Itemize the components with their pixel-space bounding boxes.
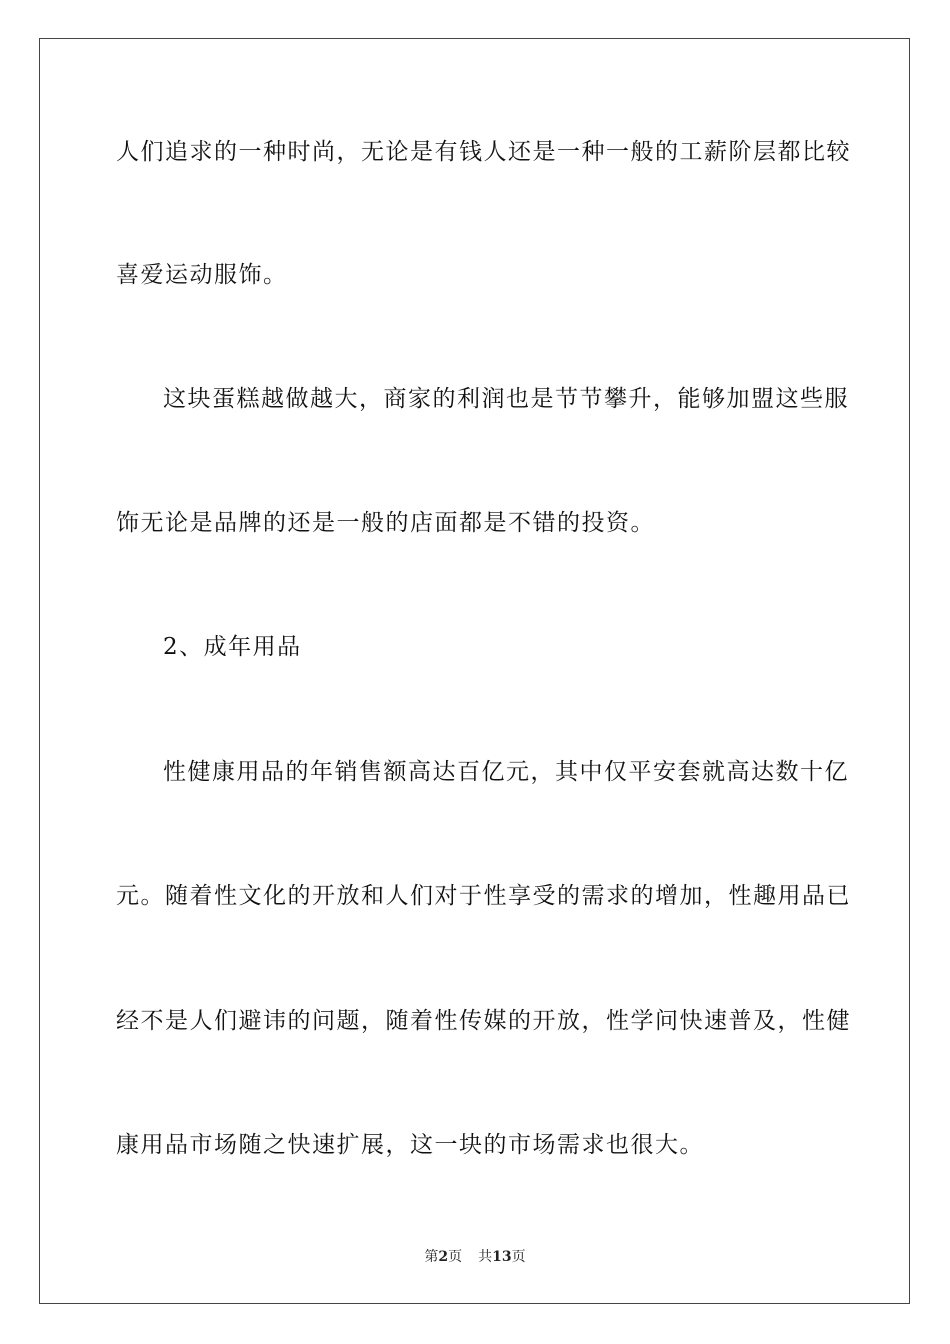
footer-total-prefix: 共 bbox=[478, 1249, 493, 1265]
footer-page-number: 2 bbox=[438, 1249, 449, 1265]
paragraph-line-7: 元。随着性文化的开放和人们对于性享受的需求的增加，性趣用品已 bbox=[116, 883, 851, 909]
paragraph-line-2: 喜爱运动服饰。 bbox=[116, 262, 288, 288]
footer-total-pages: 13 bbox=[492, 1249, 512, 1265]
footer-total-suffix: 页 bbox=[511, 1249, 526, 1265]
paragraph-line-9: 康用品市场随之快速扩展，这一块的市场需求也很大。 bbox=[116, 1132, 704, 1158]
paragraph-line-1: 人们追求的一种时尚，无论是有钱人还是一种一般的工薪阶层都比较 bbox=[116, 139, 851, 165]
section-heading: 2、成年用品 bbox=[163, 634, 302, 660]
page-border bbox=[39, 38, 910, 1304]
page-footer bbox=[0, 1248, 950, 1266]
paragraph-line-6: 性健康用品的年销售额高达百亿元，其中仅平安套就高达数十亿 bbox=[163, 759, 849, 785]
paragraph-line-4: 饰无论是品牌的还是一般的店面都是不错的投资。 bbox=[116, 510, 655, 536]
footer-page-prefix: 第 bbox=[424, 1249, 439, 1265]
footer-page-suffix: 页 bbox=[448, 1249, 463, 1265]
paragraph-line-3: 这块蛋糕越做越大，商家的利润也是节节攀升，能够加盟这些服 bbox=[163, 386, 849, 412]
paragraph-line-8: 经不是人们避讳的问题，随着性传媒的开放，性学问快速普及，性健 bbox=[116, 1008, 851, 1034]
